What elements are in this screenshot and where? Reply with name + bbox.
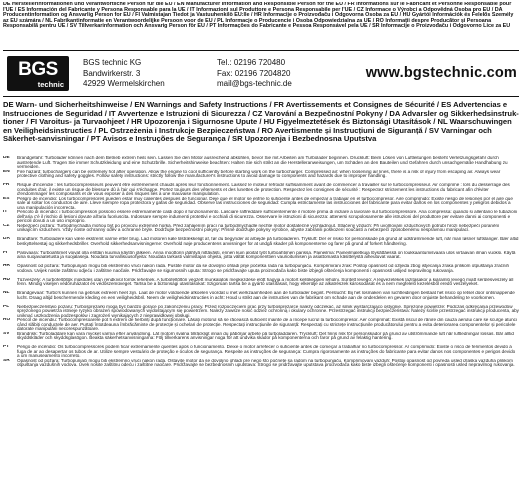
company-website: www.bgstechnic.com xyxy=(365,65,517,81)
warning-text: Opasnost od požara: Turbopunjači mogu biti ekstremno vrući nakon rada. Pustite motor da se dovoljno ohladi prije početka rada na turbopunjaču. Komprimirani zrak: Postoji opasnost od ozljeda zbog istjecanja zraka prilikom otpuštanja zračnih vodova. Uvijek nosite zaštitnu odjeću i zaštitne naočale. Pridržavajte se sigurnosnih uputa: Strogo se pridržavajte uputa proizvođača kako biste izbjegli oštećenja komponenti i opasnosti uslijed nepravilnog rukovanja. xyxy=(17,264,510,273)
warning-text: Brandfare: Turboladere kan være ekstremt varme efter brug. Lad motoren køle tilstrækkeligt af, før du begynder at arbejde på turboladeren. Trykluft: Der er risiko for personskade på grund af udstrømmende luft, når man løsner luftslanger. Bær altid beskyttelsestøj og sikkerhedsbriller. Overhold sikkerhedsanvisningerne: Overhold nøje producentens anvisninger for at undgå skader på komponenterne og farer på grund af forkert håndtering. xyxy=(17,237,519,246)
warning-text: Niebezpieczeństwo pożaru: Turbosprężarki mogą być bardzo gorące po zakończeniu pracy. Przed rozpoczęciem prac przy turbosprężarce należy odczekać, aż silnik wystarczająco ostygnie. Sprężone powietrze: Podczas odkręcania przewodów sprężonego powietrza istnieje ryzyko obrażeń spowodowanych wydostającym się powietrzem. Należy zawsze nosić odzież ochronną i okulary ochronne. Przestrzegać instrukcji bezpieczeństwa: Należy ściśle przestrzegać instrukcji producenta, aby uniknąć uszkodzenia podzespołów i zagrożeń wynikających z nieprawidłowej obsługi. xyxy=(17,304,519,318)
language-code: IT xyxy=(3,210,8,214)
warning-text: Brandgefahr: Turbolader können nach dem Betrieb extrem heiß sein. Lassen Sie den Motor ausreichend abkühlen, bevor Sie mit Arbeiten am Turbolader beginnen. Druckluft: Beim Lösen von Luftleitungen besteht Verletzungsgefahr durch austretende Luft. Tragen Sie immer Schutzkleidung und eine Schutzbrille. Sicherheitshinweise beachten: Halten Sie sich strikt an die Herstelleranweisungen, um Schäden an den Bauteilen und Gefahren durch unsachgemäße Handhabung zu vermeiden. xyxy=(17,156,508,170)
language-code: HR xyxy=(3,264,10,268)
warning-row xyxy=(3,237,519,251)
language-code: DA xyxy=(3,237,10,241)
manufacturer-info-notice: DE Herstellerinformationen und Verantwortliche Person für die EU / EN Manufacturer Information and Responsible Person for the EU / FR Informations sur le Fabricant et Personne Responsable pour l'UE / ES Información del Fabricante y Persona Responsable para la UE / IT Informazioni sul Produttore e Persona Responsabile per l'UE / CZ Informace o Výrobci a Odpovědná Osoba pro EU / DA Producentinformation og Ansvarlig Person for EU / FI Valmistajan Tiedot ja Vastuuhenkilö EU:lle / HR Informacije o Proizvođaču i Odgovorna Osoba za EU / HU Gyártói Információk és Felelős Személy az EU számára / NL Fabrikantinformatie en Verantwoordelijke Persoon voor de EU / PL Informacje o Producencie i Osoba Odpowiedzialna za UE / RO Informații despre Producător și Persoana Responsabilă pentru UE / SV Tillverkarinformation och Ansvarig Person för EU / PT Informações do Fabricante e Pessoa Responsável pela UE / SR Informacije o Proizvođaču i Odgovorno Lice za EU xyxy=(3,2,514,30)
company-street: Bandwirkerstr. 3 xyxy=(83,68,141,78)
warning-text: Pericol de incendiu: Turbocompresoarele pot fi extrem de fierbinți după funcționare. Lăsați motorul să se răcească suficient înainte de a începe lucrul la turbocompresor. Aer comprimat: Există riscul de rănire din cauza aerului care se scurge atunci când slăbiți conductele de aer. Purtați întotdeauna îmbrăcăminte de protecție și ochelari de protecție. Respectați instrucțiunile de siguranță: Respectați cu strictețe instrucțiunile producătorului pentru a evita deteriorarea componentelor și pericolele datorate manipulării necorespunzătoare. xyxy=(17,318,517,332)
logo-text: BGS xyxy=(18,59,58,80)
logo-subtext: technic xyxy=(37,80,64,89)
company-address xyxy=(83,58,193,94)
warning-row xyxy=(3,170,519,184)
company-tel: Tel.: 02196 720480 xyxy=(217,58,286,67)
language-code: ES xyxy=(3,196,10,201)
warning-row xyxy=(3,278,519,292)
warning-text: Perigo de incêndio: Os turbocompressores podem ficar extremamente quentes após o funcionamento. Deixe o motor arrefecer o suficiente antes de começar a trabalhar no turbocompressor. Ar comprimido: Existe o risco de ferimentos devido à fuga de ar ao desapertar os tubos de ar. Utilize sempre vestuário de proteção e óculos de segurança. Respeite as instruções de segurança: Cumpra rigorosamente as instruções do fabricante para evitar danos nos componentes e perigos devido a um manuseamento incorreto. xyxy=(17,345,516,359)
company-contact xyxy=(217,58,337,94)
language-code: PL xyxy=(3,304,10,309)
language-code: FR xyxy=(3,183,10,187)
warning-row xyxy=(3,156,519,170)
warning-row xyxy=(3,318,519,332)
warning-row xyxy=(3,359,519,373)
language-code: PT xyxy=(3,345,10,349)
warning-row xyxy=(3,264,519,278)
warning-row xyxy=(3,251,519,265)
language-code: EN xyxy=(3,169,10,174)
warning-text: Brandrisk: Turboladdare kan vara mycket varma efter användning. Låt motorn svalna tillräckligt innan du påbörjar arbete på turboladdaren. Tryckluft: Det finns risk för personskador på grund av utströmmande luft när luftledningar lossas. Bär alltid skyddskläder och skyddsglasögon. Beakta säkerhetsanvisningarna: Följ tillverkarens anvisningar noga för att undvika skador på komponenterna och faror på grund av felaktig hantering. xyxy=(17,331,514,341)
warning-text: Palovaara: Turboahtimet voivat olla erittäin kuumia käytön jälkeen. Anna moottorin jäähtyä riittävästi, ennen kuin aloitat työt turboahtimen parissa. Paineilma: Paineilmaletkuja löysättäessä on loukkaantumisvaara ulos virtaavan ilman vuoksi. Käytä aina suojavaatetusta ja suojalaseja. Noudata turvallisuusohjeita: Noudata tarkasti valmistajan ohjeita, jotta vältät komponenttien vaurioitumisen ja asiattomasta käsittelystä aiheutuvat vaarat. xyxy=(17,250,516,260)
warning-text: Opasnost od požara: Turbopunjači mogu biti ekstremno vrući nakon rada. Ostavite motor da se dovoljno ohladi pre nego što počnete sa radom na turbopunjaču. Komprimovani vazduh: Postoji opasnost od povreda usled izlaska vazduha prilikom otpuštanja vazdušnih vodova. Uvek nosite zaštitnu odeću i zaštitne naočare. Pridržavajte se bezbednosnih uputstava: Strogo se pridržavajte uputstava proizvođača kako biste izbegli oštećenje komponenti i opasnosti usled nepravilnog rukovanja. xyxy=(17,358,515,368)
warning-text: Tűzveszély: A turbófeltöltők működés után rendkívül forrók lehetnek. A turbófeltöltőn végzett munkálatok megkezdése előtt hagyja a motort kellőképpen lehűlni. Sűrített levegő: A légvezetékek lazításakor a kiáramló levegő miatt sérülésveszély áll fenn. Mindig viseljen védőruházatot és védőszemüveget. Tartsa be a biztonsági utasításokat: Szigorúan tartsa be a gyártó utasításait, hogy elkerülje az alkatrészek károsodását és a nem megfelelő kezelésből eredő veszélyeket. xyxy=(17,277,514,287)
company-city: 42929 Wermelskirchen xyxy=(83,79,165,88)
warning-row xyxy=(3,345,519,359)
warning-row xyxy=(3,224,519,238)
language-code: FI xyxy=(3,250,8,255)
company-header xyxy=(3,50,519,97)
language-code: CZ xyxy=(3,223,10,228)
warning-row xyxy=(3,305,519,319)
warning-row xyxy=(3,332,519,346)
warning-text: Peligro de incendio: Los turbocompresores pueden estar muy calientes después de funcionar. Deje que el motor se enfríe lo suficiente antes de empezar a trabajar en el turbocompresor. Aire comprimido: Existe riesgo de lesiones por el aire que sale al soltar los conductos de aire. Lleve siempre ropa protectora y gafas de seguridad. Observe las instrucciones de seguridad: Cumpla estrictamente las instrucciones del fabricante para evitar daños en los componentes y peligros debidos a una manipulación incorrecta. xyxy=(17,196,513,210)
language-code: RO xyxy=(3,318,11,322)
warning-text: Pericolo di incendio: i turbocompressori possono essere estremamente caldi dopo il funzionamento. Lasciare raffreddare sufficientemente il motore prima di iniziare a lavorare sul turbocompressore. Aria compressa: quando si allentano le tubazioni dell'aria c'è il rischio di lesioni dovute all'aria fuoriuscita. Indossare sempre indumenti protettivi e occhiali di sicurezza. Osservare le istruzioni di sicurezza: attenersi scrupolosamente alle istruzioni del produttore per evitare danni ai componenti e pericoli dovuti a un uso improprio. xyxy=(17,210,518,224)
company-name: BGS technic KG xyxy=(83,58,142,67)
warnings-list xyxy=(3,156,519,495)
warning-text: Risque d'incendie : les turbocompresseurs peuvent être extrêmement chauds après leur fonctionnement. Laissez le moteur refroidir suffisamment avant de commencer à travailler sur le turbocompresseur. Air comprimé : lors du desserrage des conduites d'air, il existe un risque de blessure dû à l'air qui s'échappe. Portez toujours des vêtements et des lunettes de protection. Respectez les consignes de sécurité : Respectez strictement les instructions du fabricant afin d'éviter d'endommager les composants et de vous exposer à des risques liés à une mauvaise manipulation. xyxy=(17,183,510,197)
warning-row xyxy=(3,197,519,211)
warning-row xyxy=(3,291,519,305)
language-code: SR xyxy=(3,358,10,363)
company-mail: mail@bgs-technic.de xyxy=(217,79,292,88)
language-code: SV xyxy=(3,331,10,336)
warning-row xyxy=(3,210,519,224)
warning-text: Nebezpečí požáru: Turbodmychadla mohou být po provozu extrémně horká. Před zahájením prací na turbodmychadle nechte motor dostatečně vychladnout. Stlačený vzduch: Při uvolňování vzduchových potrubí hrozí nebezpečí poranění unikajícím vzduchem. Vždy noste ochranný oděv a ochranné brýle. Dodržujte bezpečnostní pokyny: Přísně dodržujte pokyny výrobce, abyste zabránili poškození součástí a nebezpečí způsobenému nesprávnou manipulací. xyxy=(17,223,500,233)
bgs-logo xyxy=(7,56,69,91)
language-code: HU xyxy=(3,277,10,282)
warning-text: Brandgevaar: Turbo's kunnen na gebruik extreem heet zijn. Laat de motor voldoende afkoelen voordat u met werkzaamheden aan de turbolader begint. Perslucht: Bij het losmaken van luchtleidingen bestaat het risico op letsel door ontsnappende lucht. Draag altijd beschermende kleding en een veiligheidsbril. Neem de veiligheidsinstructies in acht: Houd u strikt aan de instructies van de fabrikant om schade aan de onderdelen en gevaren door onjuiste behandeling te voorkomen. xyxy=(17,291,515,300)
language-code: DE xyxy=(3,156,10,160)
warning-row xyxy=(3,183,519,197)
language-code: NL xyxy=(3,291,10,295)
warnings-heading: DE Warn- und Sicherheitshinweise / EN Warnings and Safety Instructions / FR Avertissements et Consignes de Sécurité / ES Advertencias e Instrucciones de Seguridad / IT Avvertenze e Istruzioni di Sicurezza / CZ Varování a Bezpečnostní Pokyny / DA Advarsler og Sikkerhedsinstruk-tioner / FI Varoitus- ja Turvaohjeet / HR Upozorenja i Sigurnosne Upute / HU Figyelmeztetések és Biztonsági Utasítások / NL Waarschuwingen en Veiligheidsinstructies / PL Ostrzeżenia i Instrukcje Bezpieczeństwa / RO Avertismente și Instrucțiuni de Siguranță / SV Varningar och Säkerhet-sanvisningar / PT Avisos e Instruções de Segurança / SR Upozorenja i Bezbednosna Uputstva xyxy=(3,101,519,144)
company-fax: Fax: 02196 7204820 xyxy=(217,68,291,78)
warning-text: Fire hazard: turbochargers can be extremely hot after operation. Allow the engine to cool sufficiently before starting work on the turbocharger. Compressed air: when loosening air lines, there is a risk of injury from escaping air. Always wear protective clothing and safety goggles. Follow safety instructions: strictly follow the manufacturer's instructions to avoid damage to components and hazards due to improper handling. xyxy=(17,169,501,179)
